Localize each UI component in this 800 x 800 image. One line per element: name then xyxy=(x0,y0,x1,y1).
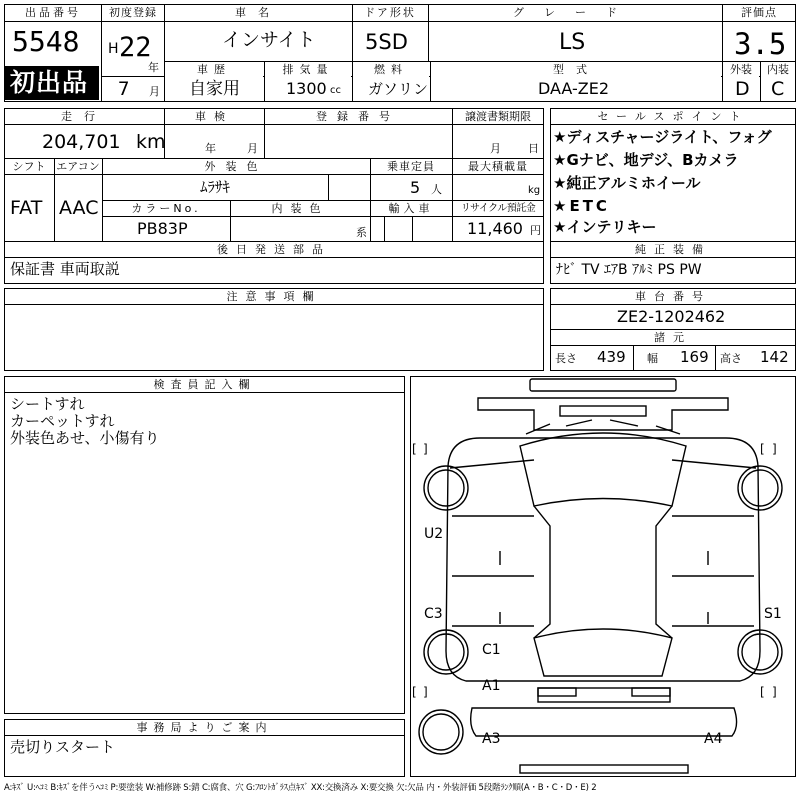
plate-label: 登録番号 xyxy=(265,109,451,124)
transfer-label: 譲渡書類期限 xyxy=(453,109,543,124)
fuel: ガソリン xyxy=(368,80,429,98)
svg-text:[: [ xyxy=(760,685,765,699)
exterior-score: D xyxy=(735,78,750,100)
door-type: 5SD xyxy=(365,30,408,54)
recycle: 11,460 xyxy=(467,219,523,238)
sales-point-item: ★ディスチャージライト、フォグ xyxy=(553,128,772,146)
equipment-label: 純正装備 xyxy=(552,242,794,257)
interior-score-label: 内装 xyxy=(761,62,795,77)
length: 439 xyxy=(597,348,626,366)
damage-mark: S1 xyxy=(764,606,782,622)
svg-text:[: [ xyxy=(412,685,417,699)
height: 142 xyxy=(760,348,789,366)
width: 169 xyxy=(680,348,709,366)
max-load-unit: kg xyxy=(528,185,541,196)
chassis-label: 車台番号 xyxy=(552,289,794,304)
svg-text:]: ] xyxy=(772,685,777,699)
legend-text: A:ｷｽﾞ U:ﾍｺﾐ B:ｷｽﾞを伴うﾍｺﾐ P:要塗装 W:補修跡 S:錆 C:腐食、穴 G:ﾌﾛﾝﾄｶﾞﾗｽ点ｷｽﾞ XX:交換済み X:要交換 欠:欠品 内・外装評価 5段階ﾗﾝｸ順(A・B・C・D・E) 2 xyxy=(4,783,597,793)
reg-year: 22 xyxy=(119,32,152,63)
max-load-label: 最大積載量 xyxy=(453,159,543,174)
svg-text:[: [ xyxy=(760,442,765,456)
history-label: 車歴 xyxy=(165,62,263,77)
interior-color-label: 内装色 xyxy=(231,201,369,216)
inspection-label: 車検 xyxy=(165,109,263,124)
damage-mark: U2 xyxy=(424,526,444,542)
equipment: ﾅﾋﾞ TV ｴｱB ｱﾙﾐ PS PW xyxy=(556,262,702,278)
recycle-unit: 円 xyxy=(530,224,541,237)
damage-mark: A3 xyxy=(482,731,501,747)
inspection-year-unit: 年 xyxy=(205,142,216,155)
shift: FAT xyxy=(10,197,43,219)
damage-mark: C1 xyxy=(482,642,501,658)
reg-month-unit: 月 xyxy=(149,85,160,98)
color-no: PB83P xyxy=(137,219,188,238)
shift-label: シフト xyxy=(5,159,53,174)
transfer-month-unit: 月 xyxy=(490,142,501,155)
svg-text:]: ] xyxy=(772,442,777,456)
inspection-month-unit: 月 xyxy=(247,142,258,155)
displacement-unit: cc xyxy=(330,85,341,96)
car-name: インサイト xyxy=(222,29,316,51)
fuel-label: 燃料 xyxy=(353,62,429,77)
displacement-label: 排気量 xyxy=(265,62,351,77)
interior-score: C xyxy=(771,78,785,100)
lot-number: 5548 xyxy=(12,25,80,58)
length-label: 長さ xyxy=(555,352,577,365)
chassis-number: ZE2-1202462 xyxy=(617,307,726,326)
damage-mark: A1 xyxy=(482,678,501,694)
damage-mark: A4 xyxy=(704,731,723,747)
first-reg-label: 初度登録 xyxy=(103,5,163,20)
sales-points-label: セールスポイント xyxy=(552,109,794,124)
reg-year-unit: 年 xyxy=(148,61,159,74)
width-label: 幅 xyxy=(647,352,658,365)
grade-label: グレード xyxy=(429,5,721,20)
height-label: 高さ xyxy=(720,352,742,365)
first-listing-text: 初出品 xyxy=(10,68,89,97)
svg-text:[: [ xyxy=(412,442,417,456)
sales-point-item: ★Gナビ、地デジ、Bカメラ xyxy=(553,151,739,169)
exterior-color: ﾑﾗｻｷ xyxy=(200,178,231,196)
office-value: 売切りスタート xyxy=(10,738,116,756)
svg-text:]: ] xyxy=(423,442,428,456)
import-label: 輸入車 xyxy=(371,201,451,216)
reg-era: H xyxy=(108,41,119,57)
exterior-score-label: 外装 xyxy=(723,62,759,77)
ac: AAC xyxy=(59,197,99,219)
score-label: 評価点 xyxy=(723,5,795,20)
reg-month: 7 xyxy=(118,78,130,100)
svg-text:]: ] xyxy=(423,685,428,699)
door-label: ドア形状 xyxy=(353,5,427,20)
recycle-label: リサイクル預託金 xyxy=(453,201,543,216)
car-diagram xyxy=(410,376,796,777)
later-parts-label: 後日発送部品 xyxy=(5,242,543,257)
capacity: 5 xyxy=(410,178,421,197)
capacity-label: 乗車定員 xyxy=(371,159,451,174)
score: 3.5 xyxy=(734,27,787,61)
later-parts: 保証書 車両取説 xyxy=(10,260,120,278)
mileage-label: 走行 xyxy=(5,109,163,124)
notes-label: 注意事項欄 xyxy=(5,289,543,304)
model-label: 型式 xyxy=(431,62,721,77)
dims-label: 諸元 xyxy=(552,330,794,345)
lot-label: 出品番号 xyxy=(6,5,100,20)
displacement: 1300 xyxy=(286,79,327,98)
color-no-label: カラーNo. xyxy=(103,201,229,216)
ac-label: エアコン xyxy=(56,160,100,173)
inspector-line: 外装色あせ、小傷有り xyxy=(10,429,160,447)
history: 自家用 xyxy=(189,79,240,99)
mileage-unit: km xyxy=(136,131,166,153)
transfer-day-unit: 日 xyxy=(528,142,539,155)
office-label: 事務局よりご案内 xyxy=(5,720,404,735)
capacity-unit: 人 xyxy=(431,183,442,196)
mileage: 204,701 xyxy=(42,131,121,153)
model: DAA-ZE2 xyxy=(538,79,610,98)
inspector-label: 検査員記入欄 xyxy=(5,377,404,392)
exterior-color-label: 外装色 xyxy=(103,159,369,174)
interior-color-suffix: 系 xyxy=(356,226,367,239)
grade: LS xyxy=(559,30,586,55)
inspector-line: カーペットすれ xyxy=(10,412,115,430)
car-name-label: 車名 xyxy=(165,5,351,20)
inspector-line: シートすれ xyxy=(10,395,85,413)
sales-point-item: ★ETC xyxy=(553,197,610,215)
sales-point-item: ★インテリキー xyxy=(553,218,657,236)
sales-point-item: ★純正アルミホイール xyxy=(553,174,701,192)
damage-mark: C3 xyxy=(424,606,443,622)
